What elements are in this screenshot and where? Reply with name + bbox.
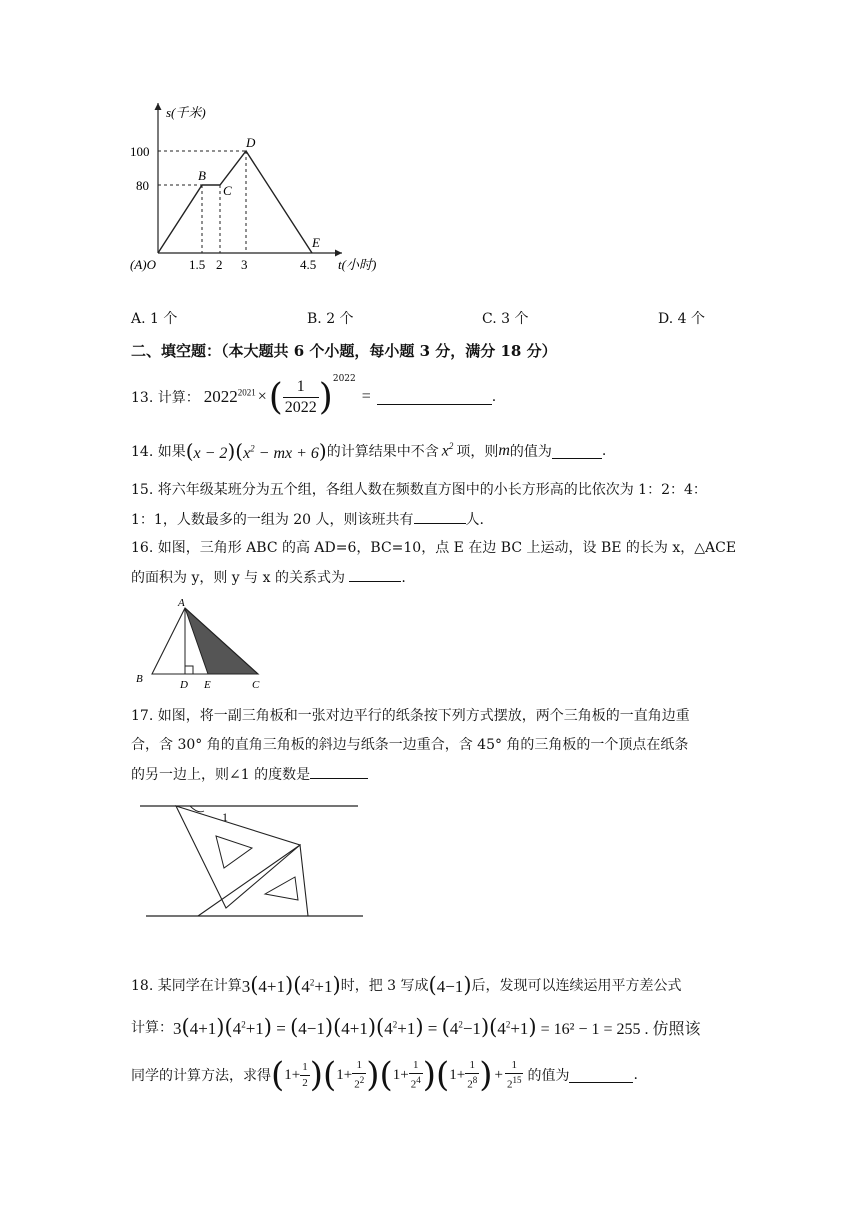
set-square-30 [176,806,300,908]
svg-text:C: C [252,679,260,691]
y-tick-100: 100 [130,144,150,159]
distance-time-graph [120,95,400,280]
question-18-line1: 18. 某同学在计算 $3(4+1)(4^2+1)$ 时，把 3 写成 (4−1) 后，发现可以连续运用平方差公式 [131,973,682,997]
q13-number: 13. 计算： [131,390,200,406]
set-square-45 [198,845,308,916]
graph-path [158,151,312,253]
option-b: B. 2 个 [307,311,354,327]
question-18-line3: 同学的计算方法，求得 ( 1+ $\frac{1}{2}$ ) ( 1+ $\frac{1}{2^2}$ ) ( 1+ $\frac{1}{2^4}$ ) ( 1+ $\frac{1}{2^8}$ ) + $\frac{1}{2^{15}}$ 的值为 . [131,1055,638,1095]
x-tick-4.5: 4.5 [300,257,317,272]
q13-answer-blank[interactable] [377,389,492,405]
x-tick-3: 3 [241,257,248,272]
q17-answer-blank[interactable] [310,763,368,779]
x-tick-1.5: 1.5 [189,257,206,272]
origin-label: (A)O [130,257,156,272]
svg-text:A: A [178,597,185,609]
set-square-figure [138,798,368,923]
point-label-e: E [312,235,320,250]
svg-text:B: B [136,673,143,685]
point-label-b: B [198,168,206,183]
option-d: D. 4 个 [658,311,705,327]
section-heading: 二、填空题：（本大题共 6 个小题，每小题 3 分，满分 18 分） [131,342,557,360]
question-18-line2: 计算： $3(4+1)(4^2+1) = (4-1)(4+1)(4^2+1) = (4^2-1)(4^2+1)$ = 16² − 1 = 255 . 仿照该 [131,1015,701,1039]
question-16-line1: 16. 如图，三角形 ABC 的高 AD=6，BC=10，点 E 在边 BC 上运动，设 BE 的长为 x，△ACE [131,540,737,556]
q13-fraction: $\frac{1}{2022}$ [284,377,317,416]
triangle-figure [128,596,278,691]
y-tick-80: 80 [136,178,149,193]
svg-text:D: D [180,679,188,691]
x-tick-2: 2 [216,257,223,272]
svg-text:E: E [204,679,211,691]
point-label-d: D [246,135,256,150]
q14-answer-blank[interactable] [552,443,602,459]
angle-1-label: 1 [222,810,228,824]
q13-exp2: 2022 [332,374,356,384]
question-15-line1: 15. 将六年级某班分为五个组，各组人数在频数直方图中的小长方形高的比依次为 1：2：4： [131,482,707,498]
x-axis-label: t(小时) [338,257,377,272]
q15-answer-blank[interactable] [414,508,466,524]
question-15-line2: 1：1，人数最多的一组为 20 人，则该班共有 人. [131,508,484,529]
option-a: A. 1 个 [131,311,178,327]
question-17-line2: 合，含 30° 角的直角三角板的斜边与纸条一边重合，含 45° 角的三角板的一个顶点在纸条 [131,737,689,753]
question-16-line2: 的面积为 y，则 y 与 x 的关系式为 . [131,566,406,587]
q18-answer-blank[interactable] [569,1067,633,1083]
y-axis-label: s(千米) [166,105,206,120]
q16-answer-blank[interactable] [349,566,401,582]
point-label-c: C [223,183,232,198]
question-17-line3: 的另一边上，则∠1 的度数是 [131,763,368,784]
question-14: 14. 如果 $(x - 2)(x^2$ − mx + 6) 的计算结果中不含 $x^2$ 项，则 m 的值为 . [131,439,607,463]
question-17-line1: 17. 如图，将一副三角板和一张对边平行的纸条按下列方式摆放，两个三角板的一直角边重 [131,708,690,724]
q13-exp1: 2021 [237,387,256,398]
option-c: C. 3 个 [482,311,529,327]
question-13: 13. 计算： $2022^{2021}$ × ( $\frac{1}{2022}$ ) $^{2022}$ = . [131,374,497,418]
q13-base: 2022 [203,387,238,406]
